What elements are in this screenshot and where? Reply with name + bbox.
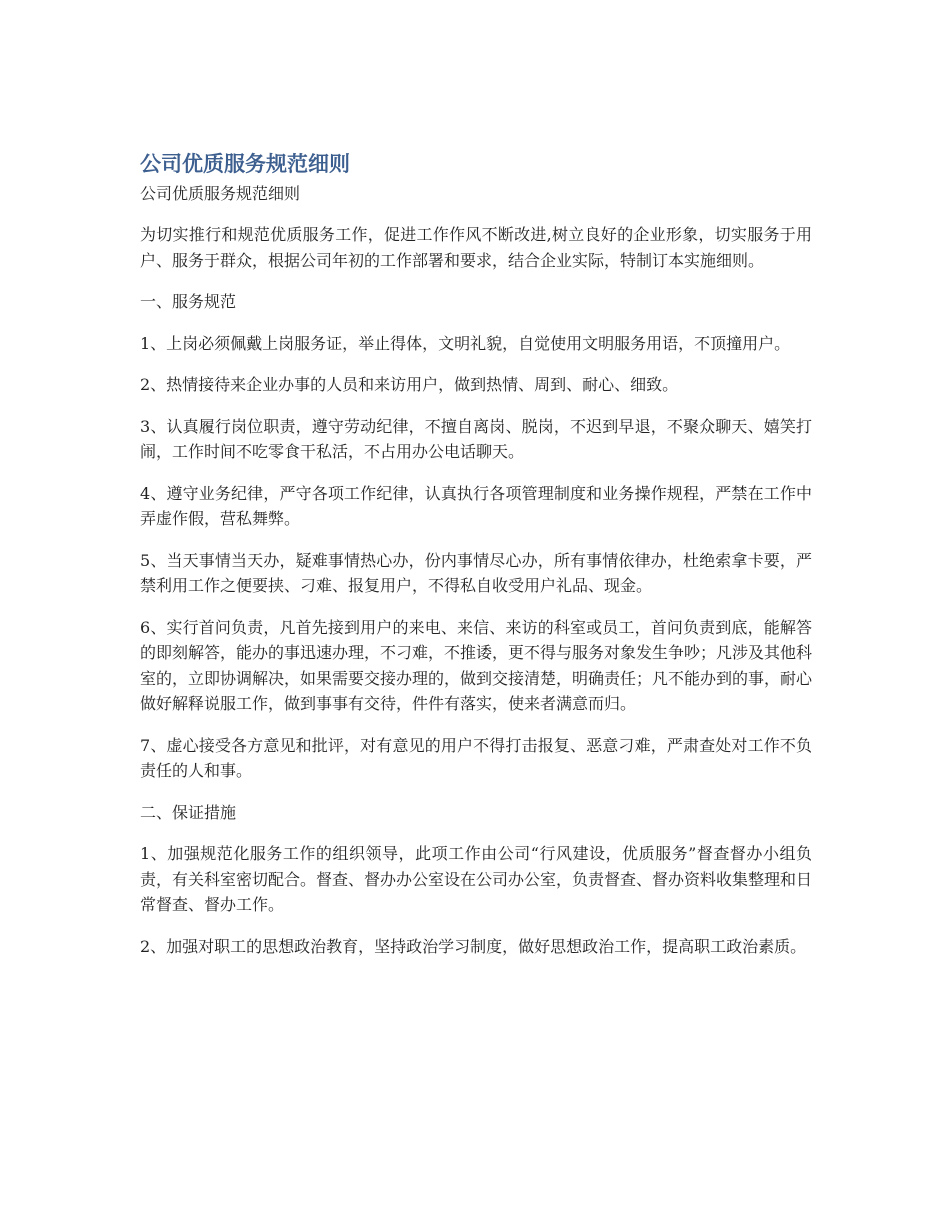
service-norm-item-6: 6、实行首问负责，凡首先接到用户的来电、来信、来访的科室或员工，首问负责到底，能解答的即刻解答，能办的事迅速办理，不刁难，不推诿，更不得与服务对象发生争吵；凡涉及其他科室的，立即协调解决，如果需要交接办理的，做到交接清楚，明确责任；凡不能办到的事，耐心做好解释说服工作，做到事事有交待，件件有落实，使来者满意而归。 — [140, 617, 813, 713]
intro-paragraph: 为切实推行和规范优质服务工作，促进工作作风不断改进,树立良好的企业形象，切实服务于用户、服务于群众，根据公司年初的工作部署和要求，结合企业实际，特制订本实施细则。 — [140, 225, 812, 270]
guarantee-measure-item-2: 2、加强对职工的思想政治教育，坚持政治学习制度，做好思想政治工作，提高职工政治素质。 — [140, 936, 807, 956]
section-heading-guarantee-measures: 二、保证措施 — [140, 802, 237, 822]
section-heading-service-norms: 一、服务规范 — [140, 292, 237, 311]
service-norm-item-2: 2、热情接待来企业办事的人员和来访用户，做到热情、周到、耐心、细致。 — [140, 375, 679, 394]
service-norm-item-7: 7、虚心接受各方意见和批评，对有意见的用户不得打击报复、恶意刁难，严肃查处对工作不负责任的人和事。 — [140, 735, 812, 780]
service-norm-item-3: 3、认真履行岗位职责，遵守劳动纪律，不擅自离岗、脱岗，不迟到早退，不聚众聊天、嬉笑打闹，工作时间不吃零食干私活，不占用办公电话聊天。 — [140, 416, 812, 461]
service-norm-item-5: 5、当天事情当天办，疑难事情热心办，份内事情尽心办，所有事情依律办，杜绝索拿卡要，严禁利用工作之便要挟、刁难、报复用户，不得私自收受用户礼品、现金。 — [140, 550, 812, 595]
service-norm-item-1: 1、上岗必须佩戴上岗服务证，举止得体，文明礼貌，自觉使用文明服务用语，不顶撞用户。 — [140, 333, 791, 353]
service-norm-item-4: 4、遵守业务纪律，严守各项工作纪律，认真执行各项管理制度和业务操作规程，严禁在工作中弄虚作假，营私舞弊。 — [140, 483, 812, 528]
guarantee-measure-item-1: 1、加强规范化服务工作的组织领导，此项工作由公司“行风建设，优质服务”督查督办小组负责，有关科室密切配合。督查、督办办公室设在公司办公室，负责督查、督办资料收集整理和日常督查、督办工作。 — [140, 844, 813, 914]
document-subtitle: 公司优质服务规范细则 — [140, 184, 301, 203]
document-page — [140, 148, 812, 959]
document-title: 公司优质服务规范细则 — [140, 152, 350, 176]
